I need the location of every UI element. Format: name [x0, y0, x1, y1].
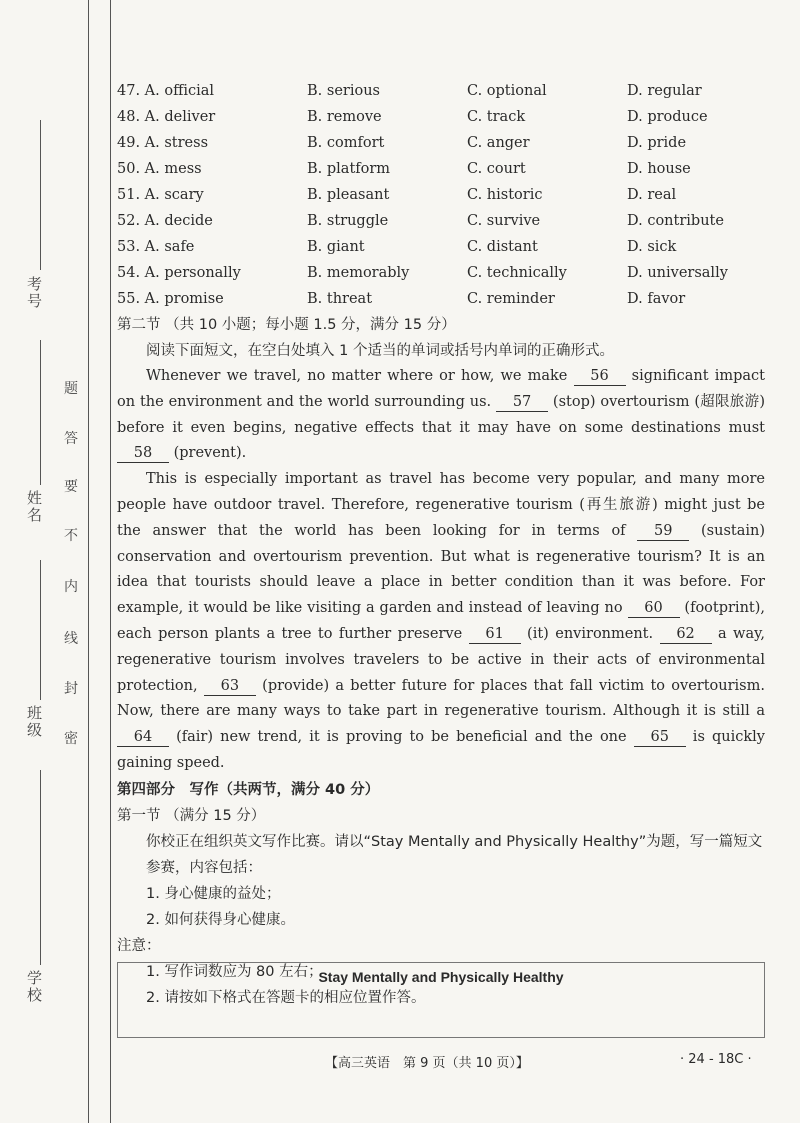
answer-box [117, 962, 765, 1038]
option-row [117, 130, 765, 156]
option-row [117, 156, 765, 182]
option-b: B. comfort [307, 135, 385, 151]
option-a: 55. A. promise [117, 291, 224, 307]
option-c: C. court [467, 161, 526, 177]
option-a: 51. A. scary [117, 187, 204, 203]
blank-63: 63 [204, 677, 256, 696]
class-line [40, 560, 41, 700]
option-d: D. regular [627, 83, 702, 99]
option-c: C. technically [467, 265, 567, 281]
option-d: D. produce [627, 109, 708, 125]
school-line [40, 770, 41, 965]
option-row [117, 182, 765, 208]
seal-char: 不 [64, 528, 78, 544]
text: (stop) overtourism (超限旅游) before it even begins, negative effects that it may have on some destinations must [117, 393, 765, 436]
option-row [117, 208, 765, 234]
option-row [117, 286, 765, 312]
section-heading: 第一节 （满分 15 分） [117, 807, 266, 824]
seal-char: 题 [64, 381, 78, 397]
page-content [117, 78, 765, 1011]
option-c: C. reminder [467, 291, 555, 307]
text: (fair) new trend, it is proving to be beneficial and the one [169, 729, 634, 746]
text: (it) environment. [520, 625, 660, 642]
option-b: B. giant [307, 239, 365, 255]
option-row [117, 104, 765, 130]
option-c: C. anger [467, 135, 530, 151]
section-heading: 第二节 （共 10 小题；每小题 1.5 分，满分 15 分） [117, 317, 456, 333]
option-b: B. memorably [307, 265, 410, 281]
name-label: 姓名 [25, 490, 43, 524]
option-a: 52. A. decide [117, 213, 213, 229]
option-a: 47. A. official [117, 83, 215, 99]
margin-border [110, 0, 111, 1123]
text: This is especially important as travel has become very popular, and many more people have outdoor travel. Therefore, regenerative tourism (再生旅游) might just be the answer that the world has been looking for in terms of [117, 471, 765, 539]
task-item: 2. 如何获得身心健康。 [146, 911, 295, 928]
option-d: D. universally [627, 265, 728, 281]
option-b: B. pleasant [307, 187, 390, 203]
option-b: B. threat [307, 291, 373, 307]
class-label: 班级 [25, 705, 43, 739]
writing-task: 你校正在组织英文写作比赛。请以“Stay Mentally and Physically Healthy”为题，写一篇短文参赛，内容包括： [146, 833, 763, 876]
seal-char: 内 [64, 579, 78, 595]
page-number: 【高三英语 第 9 页（共 10 页）】 [325, 1056, 529, 1071]
blank-61: 61 [469, 625, 521, 644]
essay-title: Stay Mentally and Physically Healthy [318, 969, 564, 985]
option-c: C. survive [467, 213, 541, 229]
option-a: 54. A. personally [117, 265, 241, 281]
blank-59: 59 [637, 522, 689, 541]
note-item: 1. 写作词数应为 80 左右； [146, 963, 323, 980]
note-label: 注意： [117, 937, 161, 954]
option-b: B. serious [307, 83, 380, 99]
option-d: D. sick [627, 239, 677, 255]
text: (footprint), each person plants a tree to further preserve [117, 600, 766, 642]
blank-58: 58 [117, 444, 169, 463]
instruction: 阅读下面短文，在空白处填入 1 个适当的单词或括号内单词的正确形式。 [146, 343, 614, 359]
option-row [117, 78, 765, 104]
passage-paragraph [117, 467, 765, 777]
option-c: C. optional [467, 83, 547, 99]
binding-margin [0, 0, 110, 1123]
name-line [40, 340, 41, 485]
exam-code: · 24 - 18C · [680, 1052, 752, 1067]
option-row [117, 234, 765, 260]
passage-paragraph [117, 364, 765, 467]
blank-65: 65 [634, 728, 686, 747]
exam-number-label: 考号 [25, 276, 43, 310]
blank-56: 56 [574, 367, 626, 386]
option-d: D. contribute [627, 213, 724, 229]
option-d: D. real [627, 187, 677, 203]
option-a: 50. A. mess [117, 161, 202, 177]
blank-64: 64 [117, 728, 169, 747]
part-heading: 第四部分 写作（共两节，满分 40 分） [117, 781, 380, 798]
school-label: 学校 [25, 970, 43, 1004]
text: (sustain) conservation and overtourism prevention. But what is regenerative tourism? It is an idea that tourists should leave a place in better condition than it was before. For example, it would be like visiting a garden and instead of leaving no [117, 522, 765, 617]
option-d: D. pride [627, 135, 687, 151]
text: (provide) a better future for places that fall victim to overtourism. Now, there are many ways to take part in regenerative tourism. Although it is still a [117, 677, 765, 720]
blank-62: 62 [660, 625, 712, 644]
blank-60: 60 [628, 599, 680, 618]
seal-char: 密 [64, 731, 78, 747]
option-row [117, 260, 765, 286]
option-c: C. track [467, 109, 526, 125]
text: significant impact on the environment and the world surrounding us. [117, 368, 765, 410]
exam-number-line [40, 120, 41, 270]
option-c: C. historic [467, 187, 543, 203]
blank-57: 57 [496, 393, 548, 412]
seal-char: 线 [64, 631, 78, 647]
option-a: 48. A. deliver [117, 109, 216, 125]
option-d: D. house [627, 161, 691, 177]
option-a: 53. A. safe [117, 239, 195, 255]
text: a way, regenerative tourism involves travelers to be active in their acts of environmental protection, [117, 625, 765, 694]
option-b: B. struggle [307, 213, 389, 229]
task-item: 1. 身心健康的益处； [146, 885, 281, 902]
seal-char: 封 [64, 681, 78, 697]
option-a: 49. A. stress [117, 135, 209, 151]
note-item: 2. 请按如下格式在答题卡的相应位置作答。 [146, 989, 426, 1006]
seal-char: 要 [64, 479, 78, 495]
option-b: B. platform [307, 161, 391, 177]
text: Whenever we travel, no matter where or how, we make [146, 368, 574, 384]
seal-line [88, 0, 89, 1123]
option-d: D. favor [627, 291, 686, 307]
option-b: B. remove [307, 109, 382, 125]
seal-char: 答 [64, 431, 78, 447]
text: is quickly gaining speed. [117, 729, 765, 771]
options-list [117, 78, 765, 312]
text: (prevent). [169, 445, 247, 462]
option-c: C. distant [467, 239, 538, 255]
